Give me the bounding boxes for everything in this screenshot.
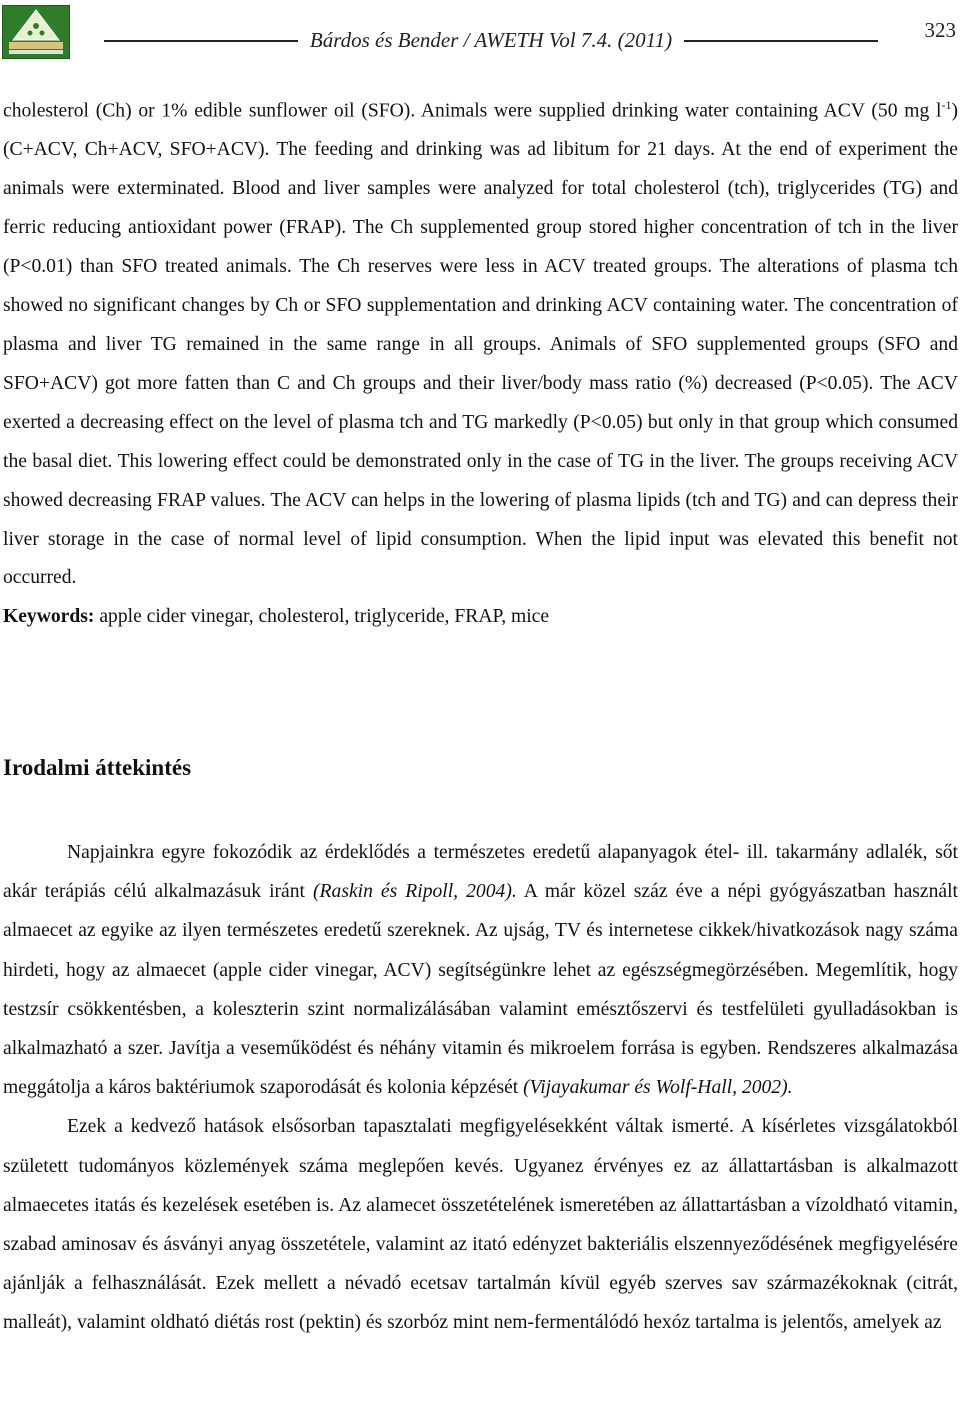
running-title: Bárdos és Bender / AWETH Vol 7.4. (2011) (309, 28, 673, 52)
journal-logo-icon (2, 5, 70, 59)
page-number: 323 (924, 18, 956, 42)
review-p1-text-a: Napjainkra egyre fokozódik az érdeklődés a természetes eredetű alapanyagok étel- ill. takarmány adlalék, sőt akár terápiás célú alkalmazásuk iránt (3, 842, 958, 903)
literature-review-body (3, 833, 958, 1343)
header-rule-right (684, 40, 878, 42)
abstract-text-start: cholesterol (Ch) or 1% edible sunflower oil (SFO). Animals were supplied drinking water containing ACV (50 mg l (3, 100, 942, 122)
page-header (0, 0, 960, 60)
keywords-line (3, 598, 958, 637)
section-title: Irodalmi áttekintés (3, 755, 192, 780)
abstract-text-rest: )(C+ACV, Ch+ACV, SFO+ACV). The feeding and drinking was ad libitum for 21 days. At the end of experiment the animals were exterminated. Blood and liver samples were analyzed for total cholesterol (tch), triglycerides (TG) and ferric reducing antioxidant power (FRAP). The Ch supplemented group stored higher concentration of tch in the liver (P<0.01) than SFO treated animals. The Ch reserves were less in ACV treated groups. The alterations of plasma tch showed no significant changes by Ch or SFO supplementation and drinking ACV containing water. The concentration of plasma and liver TG remained in the same range in all groups. Animals of SFO supplemented groups (SFO and SFO+ACV) got more fatten than C and Ch groups and their liver/body mass ratio (%) decreased (P<0.05). The ACV exerted a decreasing effect on the level of plasma tch and TG markedly (P<0.05) but only in that group which consumed the basal diet. This lowering effect could be demonstrated only in the case of TG in the liver. The groups receiving ACV showed decreasing FRAP values. The ACV can helps in the lowering of plasma lipids (tch and TG) and can depress their liver storage in the case of normal level of lipid consumption. When the lipid input was elevated this benefit not occurred. (3, 100, 958, 589)
running-head (104, 28, 878, 53)
keywords-text: apple cider vinegar, cholesterol, triglyceride, FRAP, mice (94, 606, 550, 628)
unit-superscript: -1 (941, 98, 952, 112)
review-p1-text-b: A már közel száz éve a népi gyógyászatban használt almaecet az egyike az ilyen természetes eredetű szereknek. Az ujság, TV és internetese cikkek/hivatkozások nagy száma hirdeti, hogy az almaecet (apple cider vinegar, ACV) segítségünkre lehet az egészségmegörzésében. Megemlítik, hogy testzsír csökkentésben, a koleszterin szint normalizálásában valamint emésztőszervi és testfelületi gyulladásokban is alkalmazható a szer. Javítja a veseműködést és néhány vitamin és mikroelem forrása is egyben. Rendszeres alkalmazása meggátolja a káros baktériumok szaporodását és kolonia képzését (3, 881, 958, 1099)
review-paragraph-1 (3, 833, 958, 1107)
citation-raskin: (Raskin és Ripoll, 2004). (313, 881, 517, 903)
abstract-paragraph (3, 86, 958, 598)
review-paragraph-2: Ezek a kedvező hatások elsősorban tapasztalati megfigyelésekként váltak ismerté. A kísérletes vizsgálatokból született tudományos közlemények száma meglepően kevés. Ugyanez érvényes ez az állattartásban is alkalmazott almaecetes itatás és kezelések esetében is. Az alamecet összetételének ismeretében az állattartásban a vízoldható vitamin, szabad aminosav és ásványi anyag összetétele, valamint az itató edényzet bakteriális elszennyeződésének megfigyelésére ajánlják a felhasználását. Ezek mellett a névadó ecetsav tartalmán kívül egyéb szerves sav származékoknak (citrát, malleát), valamint oldható diétás rost (pektin) és szorbóz mint nem-fermentálódó hexóz tartalma is jelentős, amelyek az (3, 1116, 958, 1334)
citation-vijayakumar: (Vijayakumar és Wolf-Hall, 2002). (523, 1077, 793, 1099)
header-rule-left (104, 40, 298, 42)
keywords-label: Keywords: (3, 606, 95, 628)
abstract-body (3, 86, 958, 637)
